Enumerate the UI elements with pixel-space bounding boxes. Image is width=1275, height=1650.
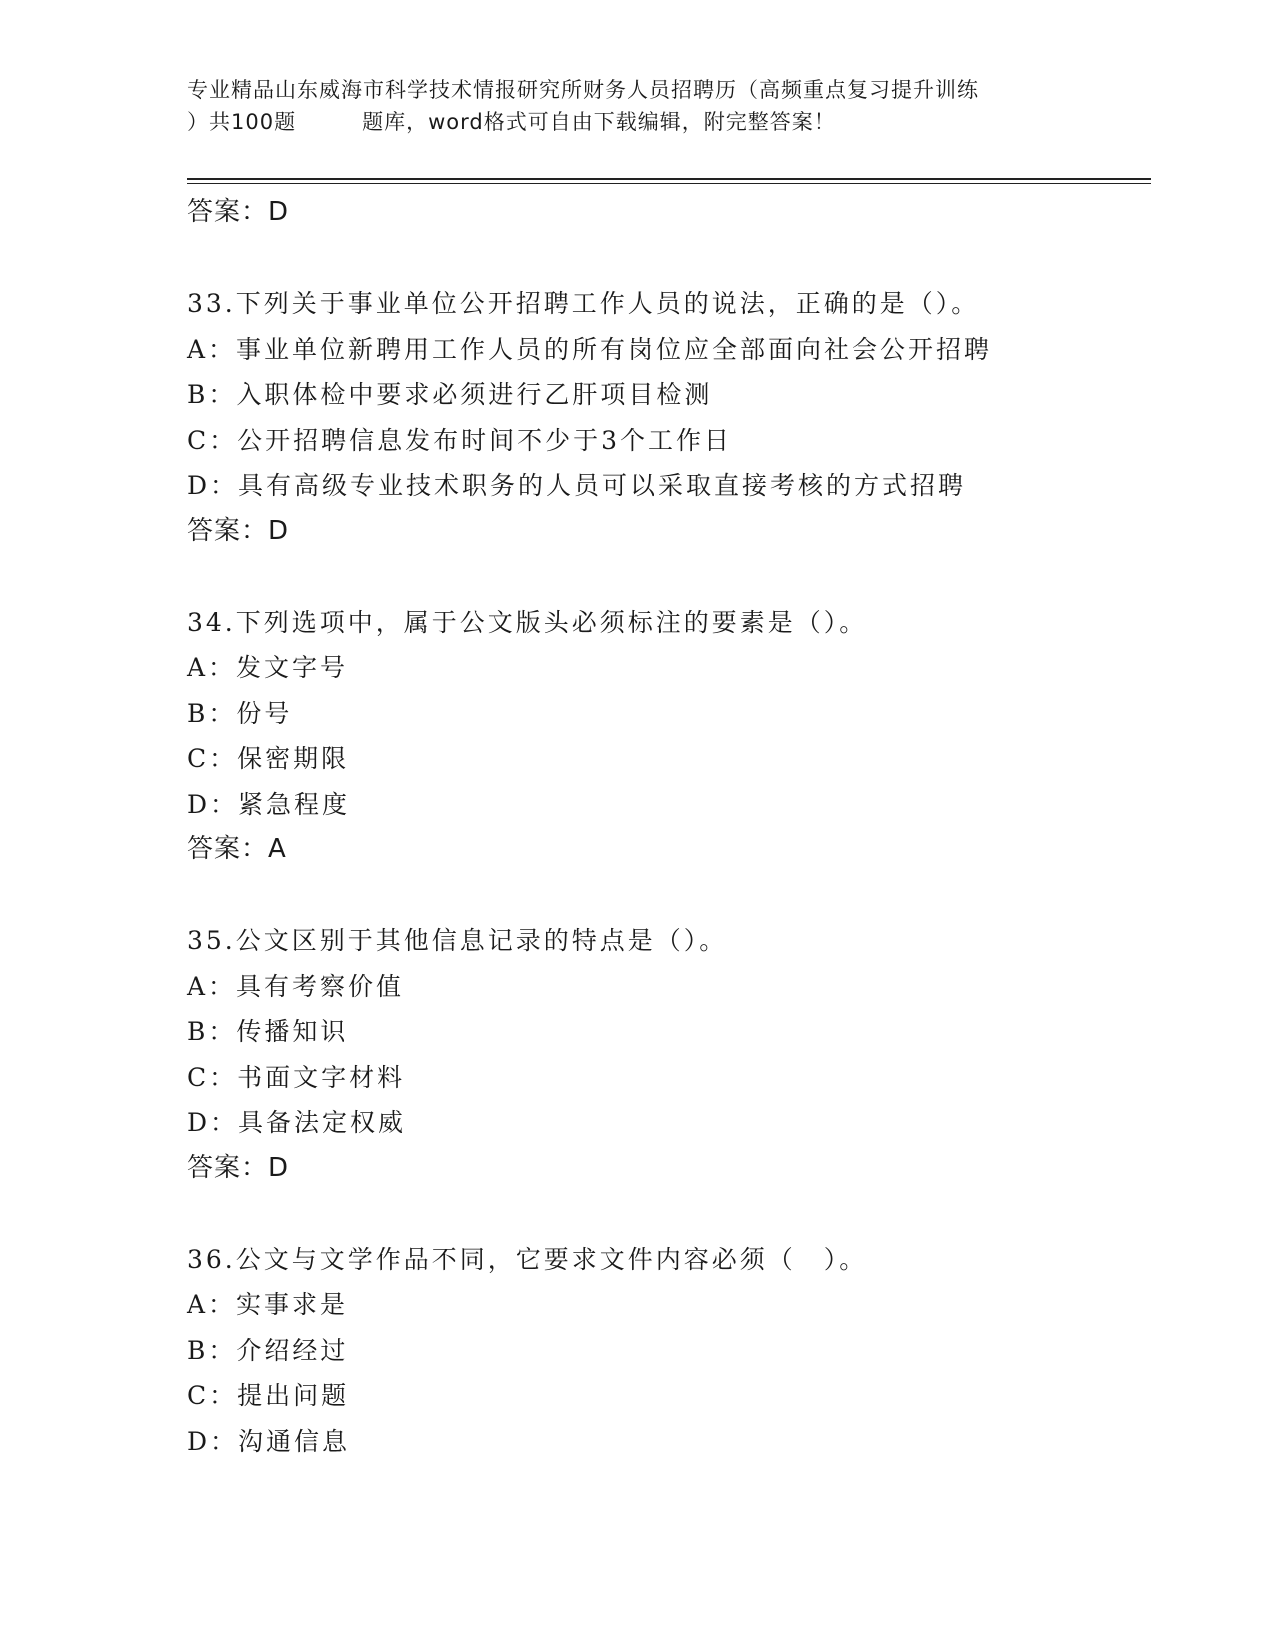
option-d: D：具有高级专业技术职务的人员可以采取直接考核的方式招聘 <box>187 471 967 500</box>
option-a: A：具有考察价值 <box>187 971 405 1001</box>
option-c: C：公开招聘信息发布时间不少于3个工作日 <box>187 425 733 455</box>
question-list <box>187 190 1147 1464</box>
option-c: C：书面文字材料 <box>187 1062 406 1092</box>
question-block <box>187 281 1147 554</box>
answer-line: 答案：A <box>187 834 287 864</box>
question-block <box>187 918 1147 1191</box>
question-block <box>187 600 1147 873</box>
option-c: C：保密期限 <box>187 744 350 773</box>
header-divider-thin <box>187 183 1151 184</box>
answer-line: 答案：D <box>187 197 290 227</box>
question-stem: 34.下列选项中，属于公文版头必须标注的要素是（）。 <box>187 607 868 637</box>
page-header <box>187 74 1087 138</box>
option-d: D：具备法定权威 <box>187 1108 407 1137</box>
option-a: A：实事求是 <box>187 1290 349 1319</box>
option-b: B：介绍经过 <box>187 1335 349 1365</box>
option-b: B：入职体检中要求必须进行乙肝项目检测 <box>187 380 713 409</box>
option-a: A：发文字号 <box>187 653 349 682</box>
question-stem: 33.下列关于事业单位公开招聘工作人员的说法，正确的是（）。 <box>187 289 980 318</box>
option-b: B：传播知识 <box>187 1017 349 1046</box>
header-line-1: 专业精品山东威海市科学技术情报研究所财务人员招聘历（高频重点复习提升训练 <box>187 78 979 102</box>
question-stem: 35.公文区别于其他信息记录的特点是（）。 <box>187 926 728 955</box>
header-line-2: ）共100题 题库，word格式可自由下载编辑，附完整答案！ <box>187 110 836 134</box>
option-c: C：提出问题 <box>187 1381 350 1410</box>
header-divider-thick <box>187 178 1151 180</box>
option-d: D：紧急程度 <box>187 789 351 819</box>
option-d: D：沟通信息 <box>187 1426 351 1456</box>
question-stem: 36.公文与文学作品不同，它要求文件内容必须（ ）。 <box>187 1244 868 1274</box>
option-a: A：事业单位新聘用工作人员的所有岗位应全部面向社会公开招聘 <box>187 334 993 364</box>
question-block <box>187 1237 1147 1465</box>
answer-line: 答案：D <box>187 515 290 546</box>
answer-line: 答案：D <box>187 1152 290 1183</box>
option-b: B：份号 <box>187 698 293 728</box>
